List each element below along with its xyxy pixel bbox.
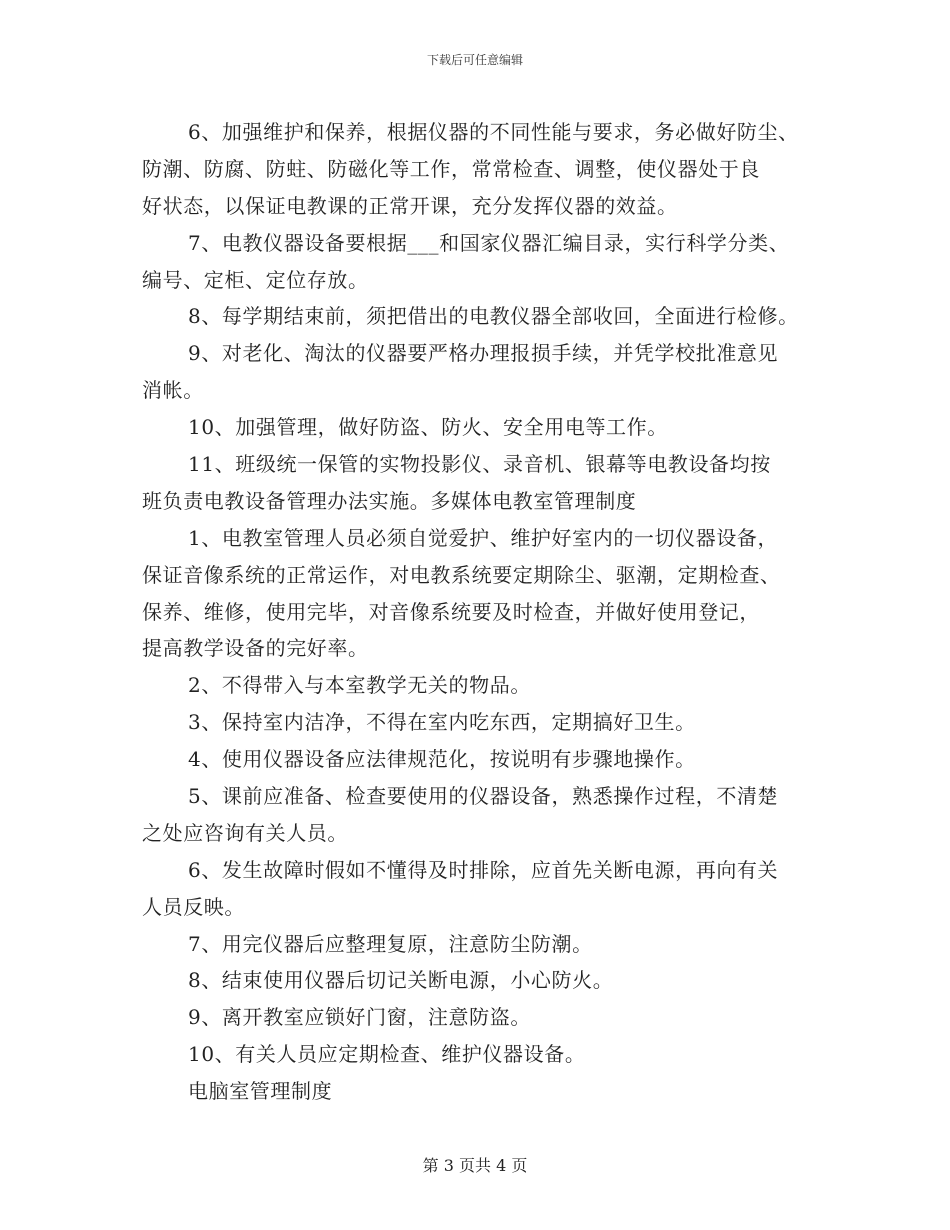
section-heading: 电脑室管理制度 <box>188 1079 333 1104</box>
text-line: 班负责电教设备管理办法实施。多媒体电教室管理制度 <box>142 488 637 513</box>
text-line: 保养、维修，使用完毕，对音像系统要及时检查，并做好使用登记， <box>142 599 760 624</box>
text-line: 8、结束使用仪器后切记关断电源，小心防火。 <box>188 968 614 993</box>
text-line: 消帐。 <box>142 378 204 403</box>
text-line: 4、使用仪器设备应法律规范化，按说明有步骤地操作。 <box>188 747 696 772</box>
text-line: 2、不得带入与本室教学无关的物品。 <box>188 673 531 698</box>
text-line: 6、加强维护和保养，根据仪器的不同性能与要求，务必做好防尘、 <box>188 120 799 144</box>
text-line: 1、电教室管理人员必须自觉爱护、维护好室内的一切仪器设备， <box>188 525 779 550</box>
text-line: 5、课前应准备、检查要使用的仪器设备，熟悉操作过程，不清楚 <box>188 784 779 809</box>
text-line: 7、电教仪器设备要根据___和国家仪器汇编目录，实行科学分类、 <box>188 230 790 255</box>
text-line: 人员反映。 <box>142 894 245 919</box>
page-footer: 第 3 页共 4 页 <box>422 1156 528 1175</box>
text-line: 编号、定柜、定位存放。 <box>142 267 369 292</box>
text-line: 之处应咨询有关人员。 <box>142 820 348 845</box>
text-line: 3、保持室内洁净，不得在室内吃东西，定期搞好卫生。 <box>188 710 696 735</box>
text-line: 10、加强管理，做好防盗、防火、安全用电等工作。 <box>188 415 668 440</box>
text-line: 7、用完仪器后应整理复原，注意防尘防潮。 <box>188 931 593 956</box>
text-line: 9、离开教室应锁好门窗，注意防盗。 <box>188 1005 531 1030</box>
text-line: 保证音像系统的正常运作，对电教系统要定期除尘、驱潮，定期检查、 <box>142 562 781 587</box>
text-line: 防潮、防腐、防蛀、防磁化等工作，常常检查、调整，使仪器处于良 <box>142 156 760 181</box>
text-line: 6、发生故障时假如不懂得及时排除，应首先关断电源，再向有关 <box>188 857 779 882</box>
text-line: 好状态，以保证电教课的正常开课，充分发挥仪器的效益。 <box>142 193 678 218</box>
document-body <box>142 114 842 1110</box>
text-line: 10、有关人员应定期检查、维护仪器设备。 <box>188 1042 586 1067</box>
page-header: 下载后可任意编辑 <box>426 53 523 67</box>
text-line: 11、班级统一保管的实物投影仪、录音机、银幕等电教设备均按 <box>188 452 771 477</box>
text-line: 9、对老化、淘汰的仪器要严格办理报损手续，并凭学校批准意见 <box>188 341 779 366</box>
text-line: 8、每学期结束前，须把借出的电教仪器全部收回，全面进行检修。 <box>188 304 799 329</box>
text-line: 提高教学设备的完好率。 <box>142 636 369 661</box>
